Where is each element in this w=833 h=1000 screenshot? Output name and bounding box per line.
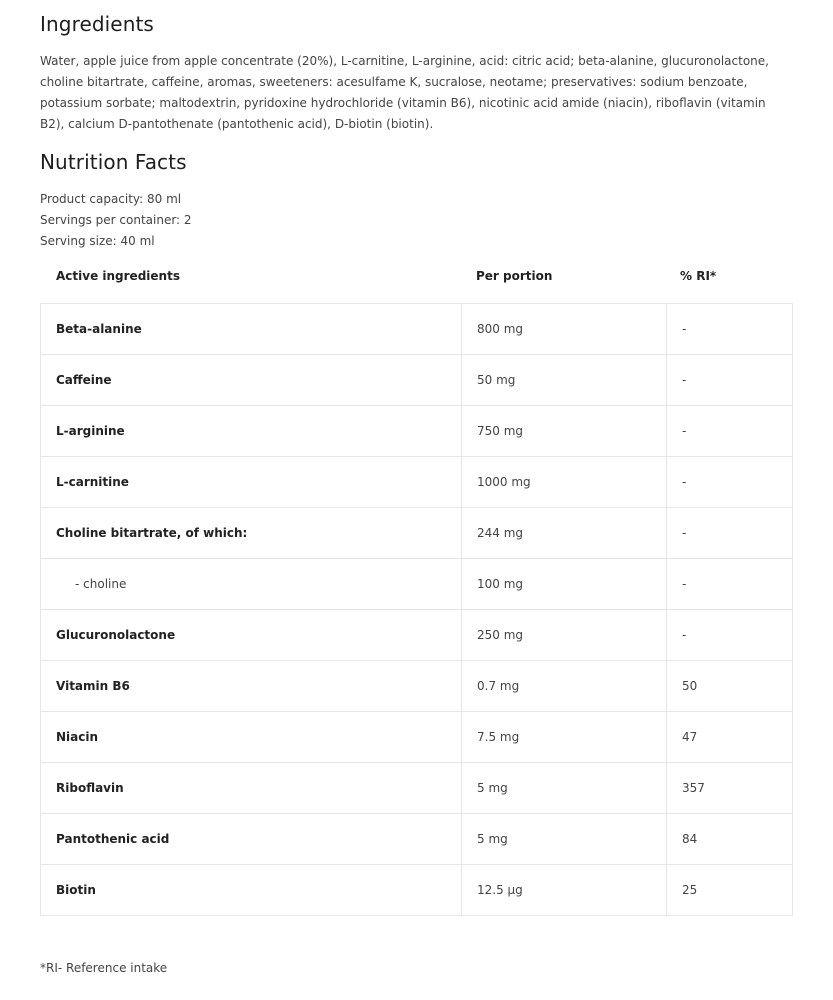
- ingredient-ri: 357: [667, 763, 793, 814]
- ingredient-ri: -: [667, 610, 793, 661]
- ingredient-name: Pantothenic acid: [41, 814, 462, 865]
- ingredient-portion: 7.5 mg: [462, 712, 667, 763]
- ingredient-ri: -: [667, 508, 793, 559]
- nutrition-facts-heading: Nutrition Facts: [40, 150, 187, 174]
- table-row: [41, 457, 793, 508]
- table-row: [41, 610, 793, 661]
- product-capacity: Product capacity: 80 ml: [40, 192, 182, 206]
- ingredient-name: - choline: [41, 559, 462, 610]
- ingredient-name: Riboflavin: [41, 763, 462, 814]
- ingredient-ri: 50: [667, 661, 793, 712]
- ingredient-name: Niacin: [41, 712, 462, 763]
- ingredient-name: Choline bitartrate, of which:: [41, 508, 462, 559]
- ingredient-ri: -: [667, 304, 793, 355]
- serving-info: [40, 189, 192, 252]
- table-row: [41, 304, 793, 355]
- ingredient-name: Glucuronolactone: [41, 610, 462, 661]
- ingredient-name: Caffeine: [41, 355, 462, 406]
- servings-per-container: Servings per container: 2: [40, 213, 192, 227]
- nutrition-table-header: [40, 262, 793, 292]
- table-row: [41, 763, 793, 814]
- ingredient-portion: 250 mg: [462, 610, 667, 661]
- table-row: [41, 508, 793, 559]
- ingredient-portion: 1000 mg: [462, 457, 667, 508]
- ingredient-name: Beta-alanine: [41, 304, 462, 355]
- table-row: [41, 865, 793, 916]
- ingredient-ri: 25: [667, 865, 793, 916]
- ingredients-heading: Ingredients: [40, 12, 154, 36]
- nutrition-table: [40, 303, 793, 916]
- ingredient-ri: -: [667, 406, 793, 457]
- table-row: [41, 559, 793, 610]
- table-row: [41, 814, 793, 865]
- table-row: [41, 661, 793, 712]
- ingredient-portion: 100 mg: [462, 559, 667, 610]
- ingredient-portion: 800 mg: [462, 304, 667, 355]
- header-ri: % RI*: [680, 269, 717, 283]
- ingredient-ri: -: [667, 457, 793, 508]
- ingredient-name: L-carnitine: [41, 457, 462, 508]
- table-row: [41, 355, 793, 406]
- ingredient-portion: 50 mg: [462, 355, 667, 406]
- ingredient-ri: -: [667, 559, 793, 610]
- ingredient-portion: 750 mg: [462, 406, 667, 457]
- ingredient-portion: 12.5 µg: [462, 865, 667, 916]
- ingredient-portion: 5 mg: [462, 763, 667, 814]
- table-row: [41, 406, 793, 457]
- serving-size: Serving size: 40 ml: [40, 234, 155, 248]
- ingredient-name: Biotin: [41, 865, 462, 916]
- ri-footnote: *RI- Reference intake: [40, 961, 168, 975]
- ingredient-name: L-arginine: [41, 406, 462, 457]
- ingredient-name: Vitamin B6: [41, 661, 462, 712]
- ingredient-ri: 47: [667, 712, 793, 763]
- ingredients-text: Water, apple juice from apple concentrate (20%), L-carnitine, L-arginine, acid: citric acid; beta-alanine, glucuronolactone, choline bitartrate, caffeine, aromas, sweeteners: acesulfame K, sucralose, neotame; preservatives: sodium benzoate, potassium sorbate; maltodextrin, pyridoxine hydrochloride (vitamin B6), nicotinic acid amide (niacin), riboflavin (vitamin B2), calcium D-pantothenate (pantothenic acid), D-biotin (biotin).: [40, 54, 769, 131]
- ingredient-portion: 5 mg: [462, 814, 667, 865]
- header-per-portion: Per portion: [476, 269, 553, 283]
- table-row: [41, 712, 793, 763]
- ingredient-portion: 0.7 mg: [462, 661, 667, 712]
- ingredient-ri: -: [667, 355, 793, 406]
- header-active-ingredients: Active ingredients: [56, 269, 180, 283]
- ingredient-portion: 244 mg: [462, 508, 667, 559]
- ingredient-ri: 84: [667, 814, 793, 865]
